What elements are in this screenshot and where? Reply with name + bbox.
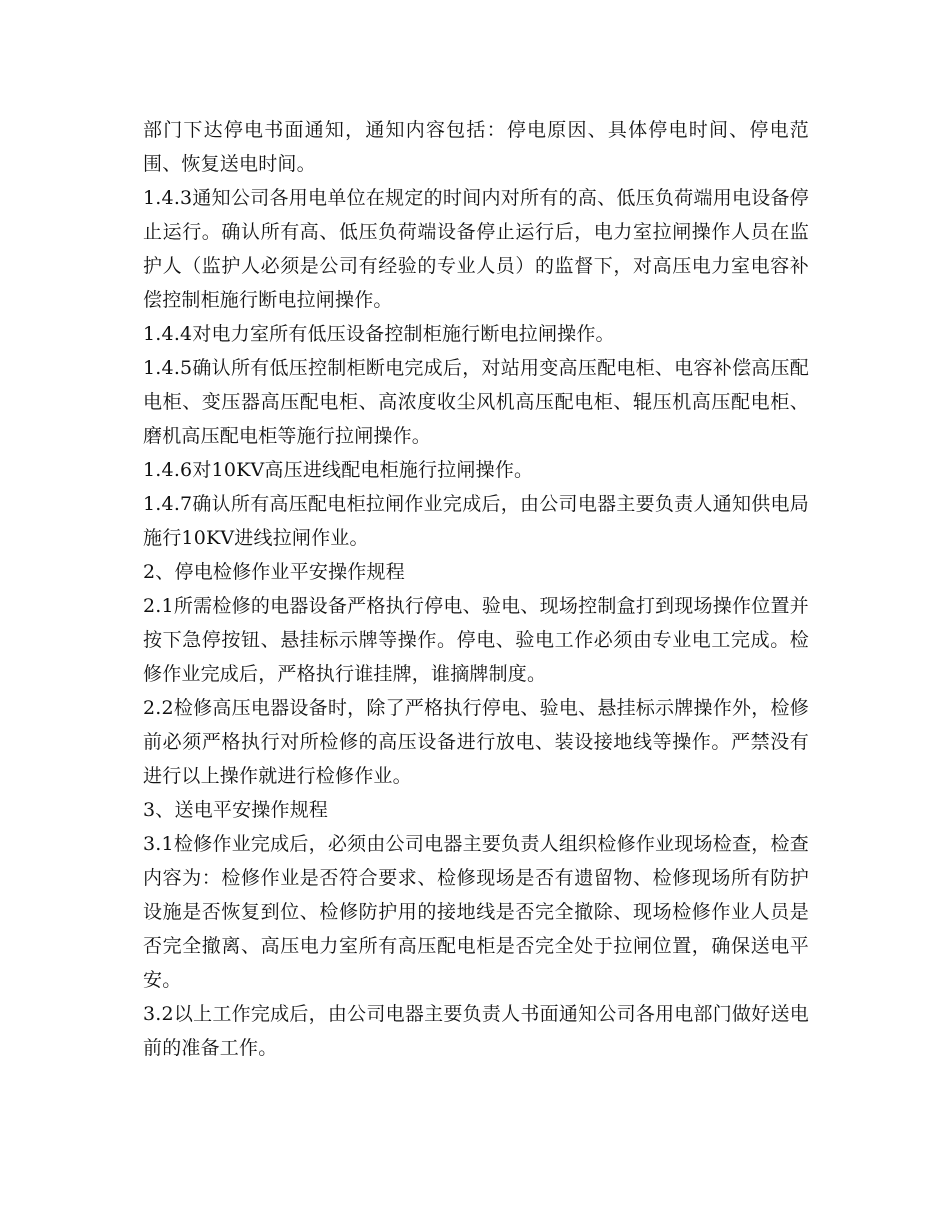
paragraph-1-4-5: 1.4.5确认所有低压控制柜断电完成后，对站用变高压配电柜、电容补偿高压配电柜、变压器高压配电柜、高浓度收尘风机高压配电柜、辊压机高压配电柜、磨机高压配电柜等施行拉闸操作。 <box>143 357 809 447</box>
paragraph-2-2: 2.2检修高压电器设备时，除了严格执行停电、验电、悬挂标示牌操作外，检修前必须严格执行对所检修的高压设备进行放电、装设接地线等操作。严禁没有进行以上操作就进行检修作业。 <box>143 697 809 787</box>
paragraph-notice-content: 部门下达停电书面通知，通知内容包括：停电原因、具体停电时间、停电范围、恢复送电时间。 <box>143 119 809 175</box>
document-body <box>143 113 809 1065</box>
paragraph-1-4-3: 1.4.3通知公司各用电单位在规定的时间内对所有的高、低压负荷端用电设备停止运行。确认所有高、低压负荷端设备停止运行后，电力室拉闸操作人员在监护人（监护人必须是公司有经验的专业人员）的监督下，对高压电力室电容补偿控制柜施行断电拉闸操作。 <box>143 187 809 311</box>
paragraph-1-4-4: 1.4.4对电力室所有低压设备控制柜施行断电拉闸操作。 <box>143 323 615 345</box>
paragraph-3-1: 3.1检修作业完成后，必须由公司电器主要负责人组织检修作业现场检查，检查内容为：检修作业是否符合要求、检修现场是否有遗留物、检修现场所有防护设施是否恢复到位、检修防护用的接地线是否完全撤除、现场检修作业人员是否完全撤离、高压电力室所有高压配电柜是否完全处于拉闸位置，确保送电平安。 <box>143 833 809 991</box>
section-heading-2: 2、停电检修作业平安操作规程 <box>143 561 405 583</box>
section-heading-3: 3、送电平安操作规程 <box>143 799 329 821</box>
paragraph-2-1: 2.1所需检修的电器设备严格执行停电、验电、现场控制盒打到现场操作位置并按下急停按钮、悬挂标示牌等操作。停电、验电工作必须由专业电工完成。检修作业完成后，严格执行谁挂牌，谁摘牌制度。 <box>143 595 809 685</box>
paragraph-1-4-6: 1.4.6对10KV高压进线配电柜施行拉闸操作。 <box>143 459 534 481</box>
paragraph-3-2: 3.2以上工作完成后，由公司电器主要负责人书面通知公司各用电部门做好送电前的准备工作。 <box>143 1003 809 1059</box>
paragraph-1-4-7: 1.4.7确认所有高压配电柜拉闸作业完成后，由公司电器主要负责人通知供电局施行10KV进线拉闸作业。 <box>143 493 809 549</box>
